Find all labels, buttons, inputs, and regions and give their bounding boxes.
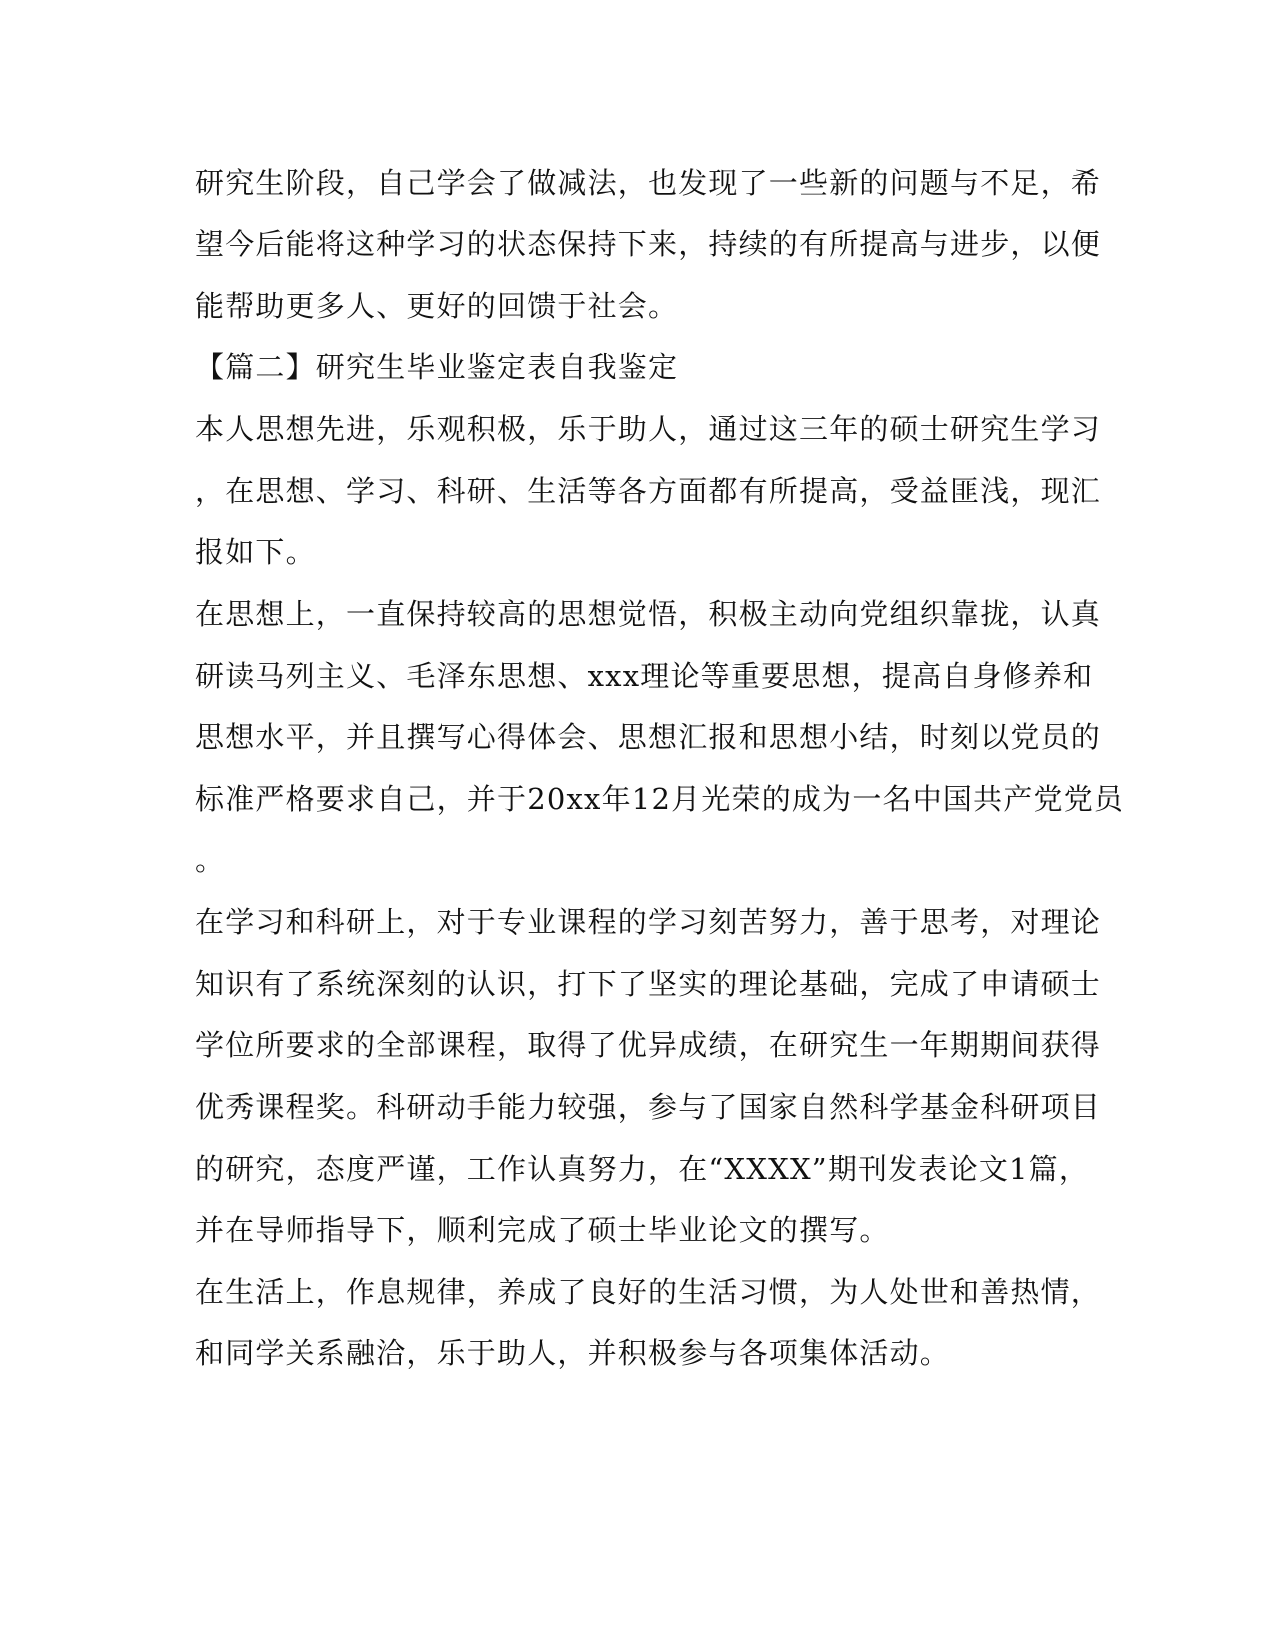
section-heading: 【篇二】研究生毕业鉴定表自我鉴定 — [195, 350, 679, 384]
text-line: 优秀课程奖。科研动手能力较强，参与了国家自然科学基金科研项目 — [195, 1090, 1102, 1124]
text-line: 在思想上，一直保持较高的思想觉悟，积极主动向党组织靠拢，认真 — [195, 597, 1102, 631]
text-line: 在学习和科研上，对于专业课程的学习刻苦努力，善于思考，对理论 — [195, 905, 1102, 939]
text-line: 报如下。 — [195, 535, 316, 569]
text-line: 知识有了系统深刻的认识，打下了坚实的理论基础，完成了申请硕士 — [195, 967, 1102, 1001]
text-line: 。 — [195, 843, 226, 877]
text-line: 研读马列主义、毛泽东思想、xxx理论等重要思想，提高自身修养和 — [195, 659, 1094, 693]
text-line: 望今后能将这种学习的状态保持下来，持续的有所提高与进步，以便 — [195, 227, 1102, 261]
text-line: 和同学关系融洽，乐于助人，并积极参与各项集体活动。 — [195, 1336, 951, 1370]
text-line: 学位所要求的全部课程，取得了优异成绩，在研究生一年期期间获得 — [195, 1028, 1102, 1062]
text-line: ，在思想、学习、科研、生活等各方面都有所提高，受益匪浅，现汇 — [195, 474, 1102, 508]
text-line: 并在导师指导下，顺利完成了硕士毕业论文的撰写。 — [195, 1213, 890, 1247]
text-line: 的研究，态度严谨，工作认真努力，在“XXXX”期刊发表论文1篇， — [195, 1152, 1090, 1186]
text-line: 本人思想先进，乐观积极，乐于助人，通过这三年的硕士研究生学习 — [195, 412, 1102, 446]
text-line: 思想水平，并且撰写心得体会、思想汇报和思想小结，时刻以党员的 — [195, 720, 1102, 754]
text-line: 研究生阶段，自己学会了做减法，也发现了一些新的问题与不足，希 — [195, 166, 1102, 200]
text-line: 标准严格要求自己，并于20xx年12月光荣的成为一名中国共产党党员 — [195, 782, 1125, 816]
text-line: 能帮助更多人、更好的回馈于社会。 — [195, 289, 679, 323]
text-line: 在生活上，作息规律，养成了良好的生活习惯，为人处世和善热情， — [195, 1275, 1102, 1309]
